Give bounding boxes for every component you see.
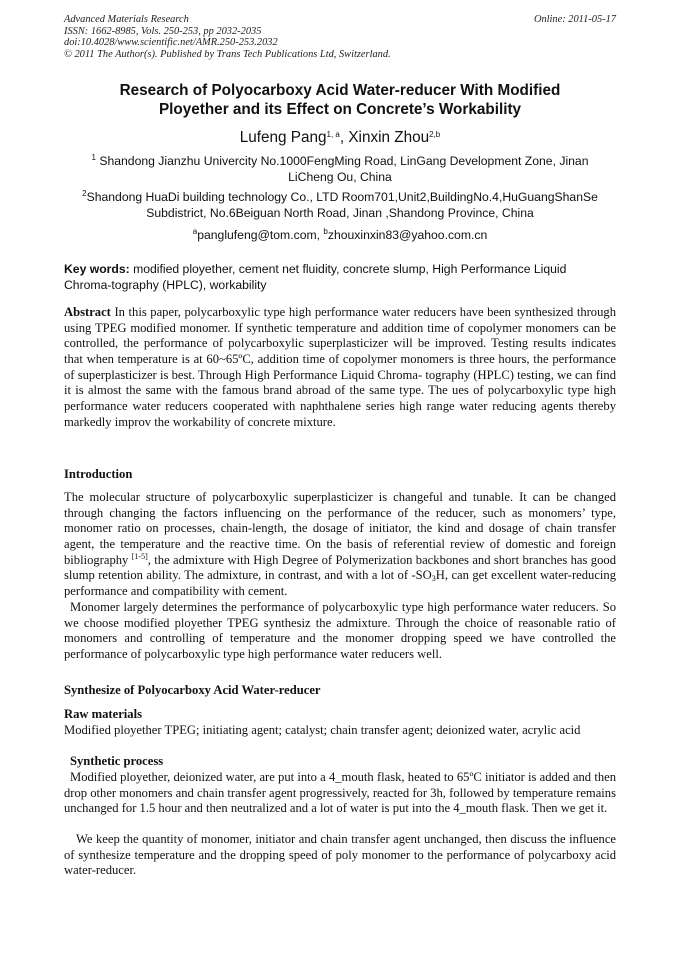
- author-2-name: Xinxin Zhou: [348, 129, 430, 146]
- copyright-line: © 2011 The Author(s). Published by Trans Tech Publications Ltd, Switzerland.: [64, 48, 391, 60]
- synthetic-process-paragraph-2: We keep the quantity of monomer, initiator and chain transfer agent unchanged, then discuss the influence of synthesize temperature and the dropping speed of poly monomer to the performance of polycarboxy acid water-reducer.: [64, 832, 616, 878]
- journal-header: [64, 14, 616, 60]
- author-2-affil-mark: 2,b: [429, 130, 441, 139]
- keywords-text: modified ployether, cement net fluidity, concrete slump, High Performance Liquid Chroma-tography (HPLC), workability: [64, 262, 567, 292]
- synthetic-process-heading: Synthetic process: [70, 754, 164, 768]
- author-separator: ,: [339, 129, 349, 146]
- author-list: [64, 128, 616, 148]
- raw-materials-heading: Raw materials: [64, 707, 142, 721]
- introduction-paragraph-1: [64, 490, 616, 600]
- email-author-1[interactable]: panglufeng@tom.com,: [197, 228, 324, 242]
- synthesize-heading: Synthesize of Polyocarboxy Acid Water-reducer: [64, 683, 321, 697]
- intro-p1-part-c: H, can get excellent water-reducing performance and compatibility with cement.: [64, 568, 617, 598]
- issn-line: ISSN: 1662-8985, Vols. 250-253, pp 2032-2035: [64, 25, 262, 37]
- affiliation-1-line-1: Shandong Jianzhu Univercity No.1000FengMing Road, LinGang Development Zone, Jinan: [95, 154, 589, 168]
- synthetic-process-paragraph-1: Modified ployether, deionized water, are put into a 4_mouth flask, heated to 65ºC initiator is added and then drop other monomers and chain transfer agent progressively, reacted for 3h, followed by temperature remains unchanged for 1.5 hour and then neutralized and a lot of water is put into the 4_mouth flask. Then we get it.: [64, 770, 616, 816]
- affiliation-2-line-1: Shandong HuaDi building technology Co., LTD Room701,Unit2,BuildingNo.4,HuGuangShanSe: [86, 190, 598, 204]
- abstract-block: [64, 305, 616, 430]
- keywords-label: Key words:: [64, 262, 130, 276]
- raw-materials-text: Modified ployether TPEG; initiating agent; catalyst; chain transfer agent; deionized water, acrylic acid: [64, 723, 581, 737]
- journal-name: Advanced Materials Research: [64, 14, 189, 25]
- intro-p1-part-b: , the admixture with High Degree of Polymerization backbones and short branches has good slump retention ability. The admixture, in contrast, and with a lot of -SO: [64, 552, 616, 583]
- paper-title: [64, 82, 616, 119]
- email-b-mark: b: [323, 227, 328, 236]
- introduction-heading: Introduction: [64, 467, 133, 481]
- keywords-block: [64, 262, 616, 293]
- affiliation-1: [64, 154, 616, 185]
- doi-line[interactable]: doi:10.4028/www.scientific.net/AMR.250-253.2032: [64, 37, 278, 49]
- affiliation-1-number: 1: [91, 153, 96, 162]
- email-a-mark: a: [192, 227, 198, 236]
- author-1-name: Lufeng Pang: [239, 129, 327, 146]
- so3-subscript: 3: [431, 574, 436, 584]
- title-line-1: Research of Polyocarboxy Acid Water-reducer With Modified: [119, 82, 561, 99]
- citation-ref: [1-5]: [131, 551, 148, 561]
- affiliation-2-number: 2: [82, 189, 87, 198]
- affiliation-2: [64, 190, 616, 221]
- title-line-2: Ployether and its Effect on Concrete’s Workability: [158, 100, 522, 118]
- email-author-2[interactable]: zhouxinxin83@yahoo.com.cn: [327, 228, 488, 242]
- author-1-affil-mark: 1, a: [326, 130, 340, 139]
- introduction-paragraph-2: Monomer largely determines the performance of polycarboxylic type high performance water reducers. So we choose modified ployether TPEG synthesiz the admixture. Through the choice of reasonable ratio of monomers and controlling of temperature and the monomer dropping speed we have controlled the performance of polycarboxylic type high performance water reducers well.: [64, 600, 616, 661]
- abstract-text: In this paper, polycarboxylic type high performance water reducers have been synthesized through using TPEG modified monomer. If synthetic temperature and addition time of copolymer monomers can be controlled, the performance of polycarboxylic superplasticizer will be improved. Testing results indicates that when temperature is at 60~65ºC, addition time of copolymer monomers is three hours, the performance of superplasticizer is best. Through High Performance Liquid Chroma- tography (HPLC) testing, we can find it is almost the same with the famous brand abroad of the same type. The ues of polycarboxylic type high performance water reducers cooperated with naphthalene series high range water reducing agents thereby markedly improv the workability of concrete mixture.: [64, 305, 616, 429]
- intro-p1-part-a: The molecular structure of polycarboxylic superplasticizer is changeful and tunable. It can be changed through changing the factors influencing on the performance of the reducer, such as monomers’ type, monomer ratio on processes, chain-length, the dosage of initiator, the kind and dosage of chain transfer agent, the temperature and the reactive time. On the basis of referential review of domestic and foreign bibliography: [64, 490, 616, 567]
- abstract-label: Abstract: [64, 305, 111, 319]
- affiliation-2-line-2: Subdistrict, No.6Beiguan North Road, Jinan ,Shandong Province, China: [146, 205, 534, 220]
- online-date: Online: 2011-05-17: [533, 14, 616, 25]
- author-emails: [64, 227, 616, 243]
- affiliation-1-line-2: LiCheng Ou, China: [288, 169, 392, 184]
